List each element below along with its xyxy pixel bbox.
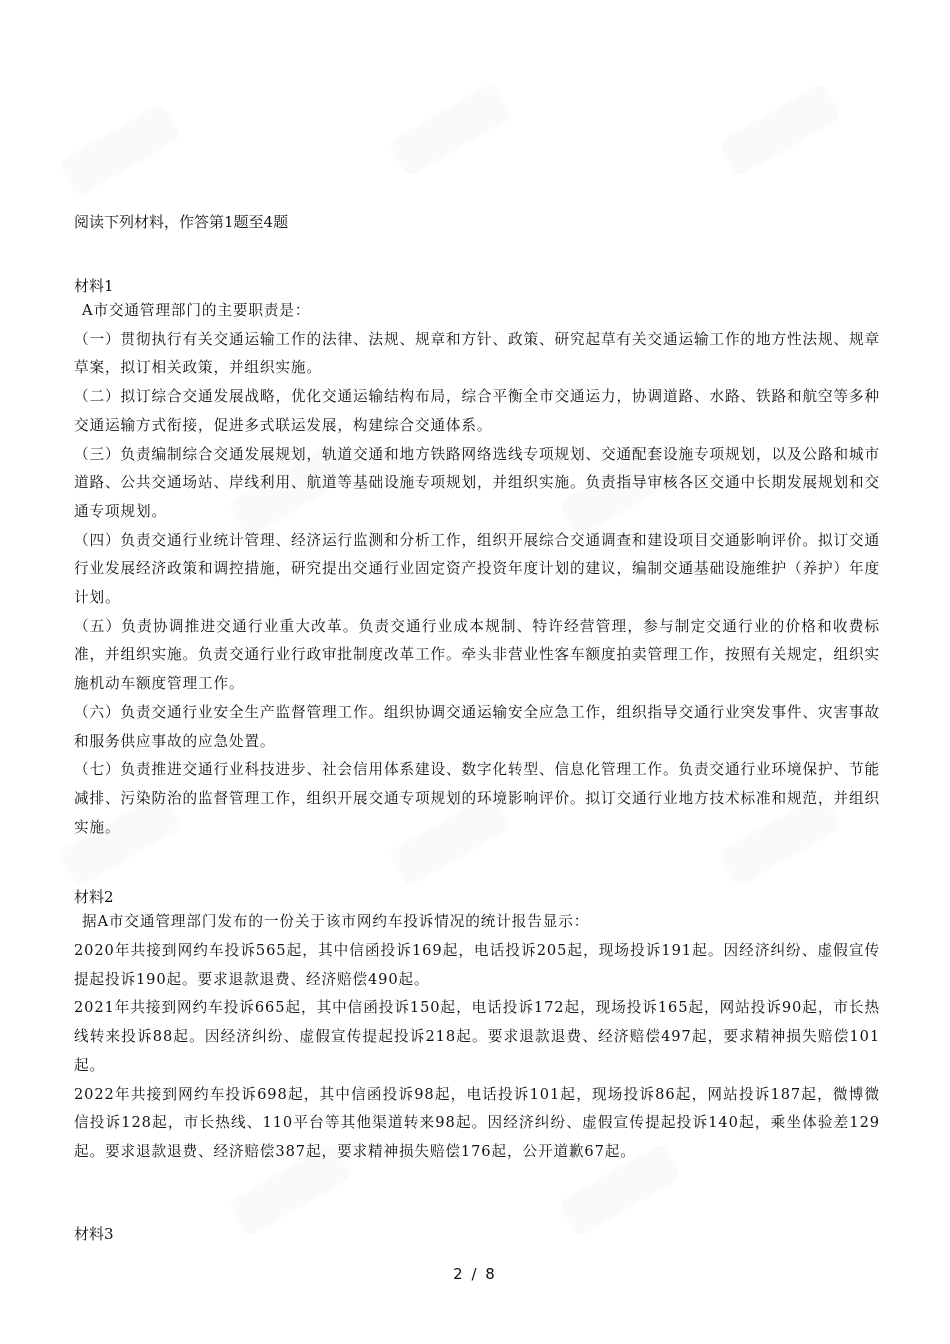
material-2	[74, 886, 880, 1166]
material-1-item: （二）拟订综合交通发展战略，优化交通运输结构布局，综合平衡全市交通运力，协调道路、水路、铁路和航空等多种交通运输方式衔接，促进多式联运发展，构建综合交通体系。	[74, 388, 880, 434]
material-2-item: 2022年共接到网约车投诉698起，其中信函投诉98起，电话投诉101起，现场投诉86起，网站投诉187起，微博微信投诉128起，市长热线、110平台等其他渠道转来98起。因经济纠纷、虚假宣传提起投诉140起，乘坐体验差129起。要求退款退费、经济赔偿387起，要求精神损失赔偿176起，公开道歉67起。	[74, 1085, 880, 1160]
section-spacer	[74, 842, 880, 886]
material-3-title: 材料3	[74, 1224, 114, 1243]
document-body	[74, 211, 880, 1245]
section-spacer	[74, 1167, 880, 1223]
material-1-item: （五）负责协调推进交通行业重大改革。负责交通行业成本规制、特许经营管理，参与制定交通行业的价格和收费标准，并组织实施。负责交通行业行政审批制度改革工作。牵头非营业性客车额度拍卖管理工作，按照有关规定，组织实施机动车额度管理工作。	[74, 617, 880, 693]
material-1-item: （六）负责交通行业安全生产监督管理工作。组织协调交通运输安全应急工作，组织指导交通行业突发事件、灾害事故和服务供应事故的应急处置。	[74, 703, 880, 750]
material-1-item: （四）负责交通行业统计管理、经济运行监测和分析工作，组织开展综合交通调查和建设项目交通影响评价。拟订交通行业发展经济政策和调控措施，研究提出交通行业固定资产投资年度计划的建议，编制交通基础设施维护（养护）年度计划。	[74, 531, 880, 607]
material-2-item: 2021年共接到网约车投诉665起，其中信函投诉150起，电话投诉172起，现场投诉165起，网站投诉90起，市长热线转来投诉88起。因经济纠纷、虚假宣传提起投诉218起。要求退款退费、经济赔偿497起，要求精神损失赔偿101起。	[74, 999, 880, 1074]
material-1-title: 材料1	[74, 277, 114, 295]
watermark-mark	[58, 103, 182, 198]
material-1-lead: A市交通管理部门的主要职责是：	[82, 302, 311, 319]
page-number: 2 / 8	[453, 1265, 497, 1283]
watermark-mark	[388, 83, 512, 178]
instruction-line: 阅读下列材料，作答第1题至4题	[74, 213, 289, 231]
material-1-item: （三）负责编制综合交通发展规划，轨道交通和地方铁路网络选线专项规划、交通配套设施专项规划，以及公路和城市道路、公共交通场站、岸线利用、航道等基础设施专项规划，并组织实施。负责指导审核各区交通中长期发展规划和交通专项规划。	[74, 445, 880, 520]
material-2-title: 材料2	[74, 888, 114, 907]
material-2-lead: 据A市交通管理部门发布的一份关于该市网约车投诉情况的统计报告显示：	[82, 913, 590, 931]
material-2-item: 2020年共接到网约车投诉565起，其中信函投诉169起，电话投诉205起，现场投诉191起。因经济纠纷、虚假宣传提起投诉190起。要求退款退费、经济赔偿490起。	[74, 942, 880, 988]
material-3	[74, 1223, 880, 1245]
watermark-mark	[718, 83, 842, 178]
material-1	[74, 275, 880, 842]
material-1-item: （一）贯彻执行有关交通运输工作的法律、法规、规章和方针、政策、研究起草有关交通运输工作的地方性法规、规章草案，拟订相关政策，并组织实施。	[74, 330, 880, 377]
material-1-item: （七）负责推进交通行业科技进步、社会信用体系建设、数字化转型、信息化管理工作。负责交通行业环境保护、节能减排、污染防治的监督管理工作，组织开展交通专项规划的环境影响评价。拟订交通行业地方技术标准和规范，并组织实施。	[74, 761, 880, 836]
